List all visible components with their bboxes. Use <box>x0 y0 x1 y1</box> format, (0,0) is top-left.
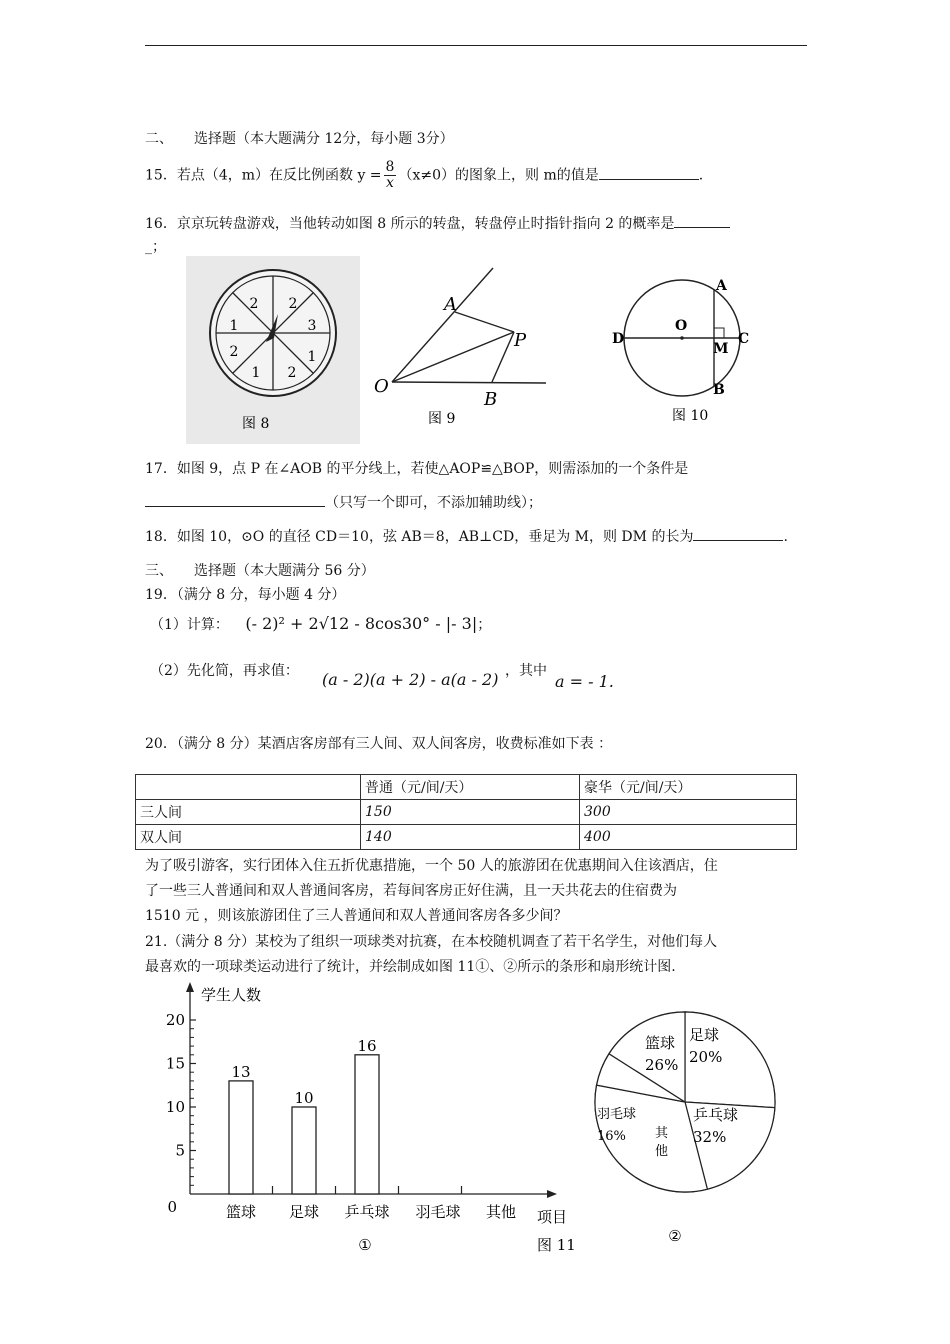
q19-expression-1: (- 2)² + 2√12 - 8cos30° - |- 3| <box>245 614 478 633</box>
sector-label: 2 <box>249 296 259 312</box>
y-tick-label: 10 <box>165 1098 185 1116</box>
point-D-label: D <box>612 331 625 347</box>
header-rule <box>145 45 807 46</box>
point-B-label: B <box>484 389 498 410</box>
q17-line2: （只写一个即可，不添加辅助线）； <box>145 492 542 512</box>
q20-paragraph-2: 了一些三人普通间和双人普通间客房，若每间客房正好住满，且一天共花去的住宿费为 <box>145 883 677 899</box>
q17-answer-blank[interactable] <box>145 494 325 507</box>
q20-paragraph-1: 为了吸引游客，实行团体入住五折优惠措施，一个 50 人的旅游团在优惠期间入住该酒店，住 <box>145 858 718 874</box>
question-18: 18．如图 10，⊙O 的直径 CD＝10，弦 AB＝8，AB⊥CD，垂足为 M，则 DM 的长为 . <box>145 529 788 545</box>
pie-slice-label: 足球 <box>689 1026 720 1044</box>
sector-label: 2 <box>288 296 298 312</box>
x-category-label: 足球 <box>288 1203 320 1221</box>
pie-slice-label: 乒乓球 <box>693 1106 739 1124</box>
point-C-label: C <box>738 331 750 347</box>
y-tick-label: 20 <box>165 1011 185 1029</box>
y-tick-label: 0 <box>167 1198 177 1216</box>
sector-label: 2 <box>229 344 239 360</box>
question-20-head: 20．（满分 8 分）某酒店客房部有三人间、双人间客房，收费标准如下表 ： <box>145 736 613 752</box>
pie-slice-label: 羽毛球 <box>597 1107 637 1122</box>
x-axis-label: 项目 <box>537 1208 568 1226</box>
q19-expression-2: (a - 2)(a + 2) - a(a - 2) <box>322 670 499 689</box>
table-cell: 300 <box>580 800 797 825</box>
sector-label: 2 <box>287 365 297 381</box>
figure-8-caption: 图 8 <box>242 416 270 432</box>
question-21-line2: 最喜欢的一项球类运动进行了统计，并绘制成如图 11①、②所示的条形和扇形统计图. <box>145 959 676 975</box>
question-16: 16．京京玩转盘游戏，当他转动如图 8 所示的转盘，转盘停止时指针指向 2 的概率是 <box>145 213 730 233</box>
q15-answer-blank[interactable] <box>599 167 699 180</box>
figure-8-spinner <box>186 256 360 444</box>
table-row <box>136 825 797 850</box>
point-O-label: O <box>374 376 389 397</box>
pie-slice-percent: 32% <box>693 1128 727 1146</box>
figure-10-circle <box>608 278 758 428</box>
table-row <box>136 775 797 800</box>
section-3-title: 三、 选择题（本大题满分 56 分） <box>145 563 375 579</box>
sector-label: 1 <box>229 318 239 334</box>
pie-slice-label: 其 <box>655 1126 669 1141</box>
q19-value: a = - 1. <box>555 672 614 691</box>
y-axis-arrow-icon <box>186 982 194 992</box>
table-cell: 150 <box>361 800 580 825</box>
chart-1-caption: ① <box>358 1236 372 1254</box>
q15-prefix: 15．若点（4，m）在反比例函数 y = <box>145 167 382 184</box>
q19-where: ，其中 <box>505 663 547 679</box>
q18-answer-blank[interactable] <box>693 528 783 541</box>
question-21-line1: 21.（满分 8 分）某校为了组织一项球类对抗赛，在本校随机调查了若干名学生，对他们每人 <box>145 934 718 950</box>
bar <box>229 1081 253 1194</box>
x-category-label: 乒乓球 <box>344 1203 390 1221</box>
bar-value-label: 16 <box>357 1036 377 1055</box>
table-cell: 三人间 <box>136 800 361 825</box>
table-row <box>136 800 797 825</box>
x-category-label: 篮球 <box>225 1203 257 1221</box>
bar-value-label: 13 <box>231 1062 251 1081</box>
table-header-cell <box>136 775 361 800</box>
question-15: 15．若点（4，m）在反比例函数 y = $\frac{8}{x}$ （x≠0）的图象上，则 m的值是 . <box>145 159 704 191</box>
x-axis-arrow-icon <box>547 1190 557 1198</box>
q16-answer-blank[interactable] <box>674 215 730 228</box>
table-cell: 140 <box>361 825 580 850</box>
q15-fraction: $\frac{8}{x}$ <box>385 159 395 191</box>
x-category-label: 羽毛球 <box>415 1203 461 1221</box>
question-17: 17．如图 9，点 P 在∠AOB 的平分线上，若使△AOP≌△BOP，则需添加的一个条件是 <box>145 461 689 477</box>
x-category-label: 其他 <box>485 1203 517 1221</box>
point-B-label: B <box>713 382 725 398</box>
point-A-label: A <box>444 294 457 315</box>
pie-slice-percent: 26% <box>645 1056 679 1074</box>
chart-2-caption: ② <box>668 1227 682 1245</box>
y-tick-label: 5 <box>175 1141 185 1160</box>
section-2-title: 二、 选择题（本大题满分 12分，每小题 3分） <box>145 131 454 147</box>
sector-label: 1 <box>307 349 317 365</box>
question-19-head: 19．（满分 8 分，每小题 4 分） <box>145 587 346 603</box>
q20-paragraph-3: 1510 元 ，则该旅游团住了三人普通间和双人普通间客房各多少间？ <box>145 908 568 924</box>
bar <box>292 1107 316 1194</box>
table-header-cell: 豪华（元/间/天） <box>580 775 797 800</box>
point-O-label: O <box>675 318 688 334</box>
fee-table <box>135 774 797 850</box>
point-P-label: P <box>514 330 527 351</box>
q16-line2: _； <box>145 239 166 255</box>
bar <box>355 1055 379 1194</box>
point-M-label: M <box>713 341 729 357</box>
q19-part1: （1）计算： (- 2)² + 2√12 - 8cos30° - |- 3|； <box>150 614 492 633</box>
sector-label: 1 <box>251 365 261 381</box>
sector-label: 3 <box>307 318 317 334</box>
table-cell: 400 <box>580 825 797 850</box>
table-header-cell: 普通（元/间/天） <box>361 775 580 800</box>
table-cell: 双人间 <box>136 825 361 850</box>
pie-slice-percent: 20% <box>689 1048 723 1066</box>
figure-10-caption: 图 10 <box>672 408 709 424</box>
pie-slice-percent: 16% <box>597 1129 626 1144</box>
figure-9-caption: 图 9 <box>428 411 456 427</box>
pie-slice-label: 他 <box>655 1144 669 1159</box>
pie-chart <box>585 1010 785 1250</box>
point-A-label: A <box>716 278 727 294</box>
pie-slice-label: 篮球 <box>645 1034 676 1052</box>
bar-value-label: 10 <box>294 1089 314 1107</box>
y-tick-label: 15 <box>165 1054 185 1073</box>
q15-suffix: （x≠0）的图象上，则 m的值是 <box>398 167 599 184</box>
figure-9-angle <box>370 262 560 432</box>
y-axis-label: 学生人数 <box>201 986 262 1004</box>
figure-11-caption: 图 11 <box>537 1236 576 1254</box>
q19-part2: （2）先化简，再求值： <box>150 663 299 679</box>
bar-chart <box>165 980 585 1265</box>
